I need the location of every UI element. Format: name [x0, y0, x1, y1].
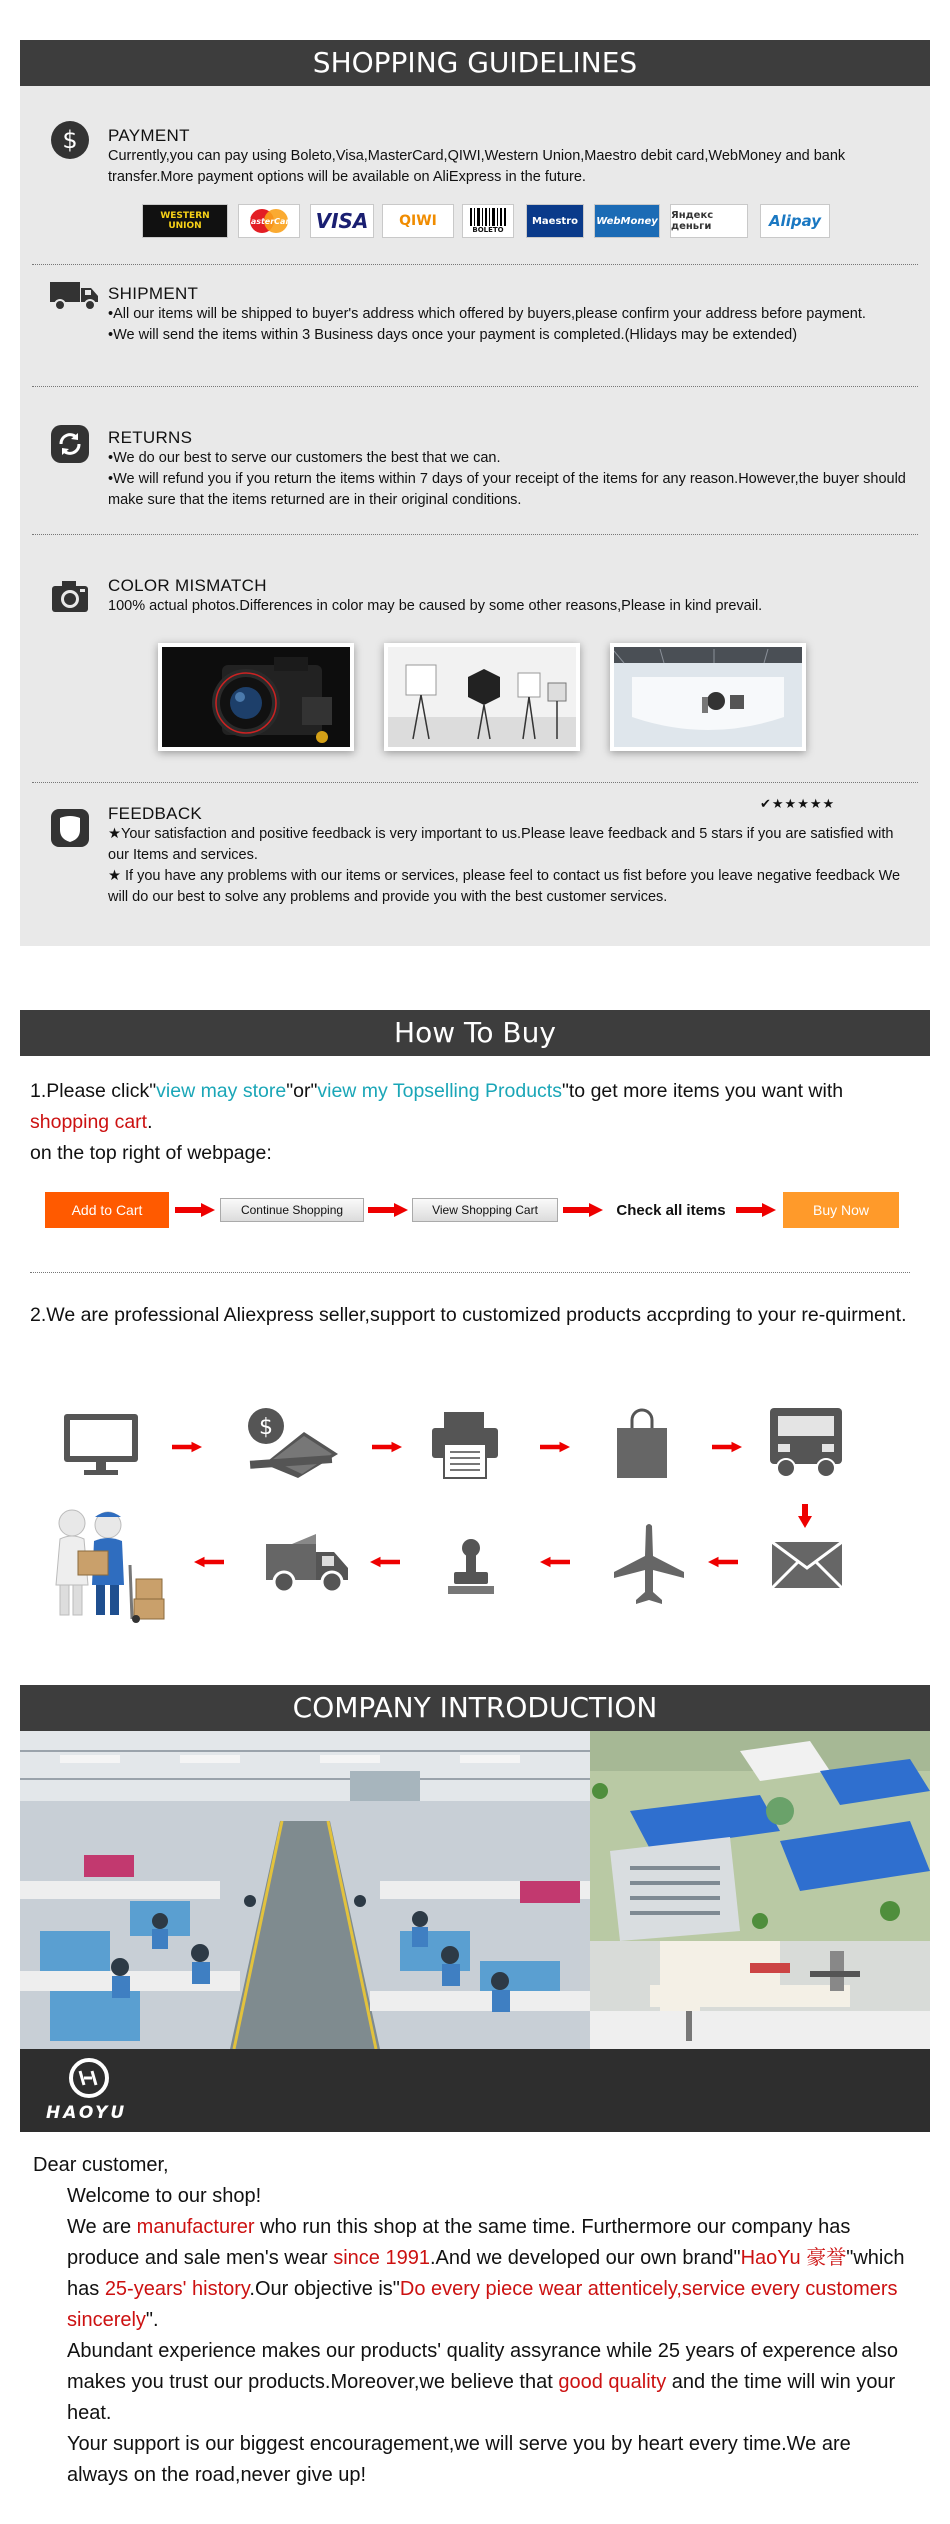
company-introduction-title: COMPANY INTRODUCTION — [292, 1691, 658, 1724]
shipment-line-1: •All our items will be shipped to buyer's address which offered by buyers,please confirm your address before payment. — [108, 306, 866, 322]
arrow-right-icon — [372, 1440, 402, 1454]
divider — [32, 782, 918, 783]
haoyu-brand-text: HAOYU — [46, 2103, 128, 2123]
shield-icon — [50, 808, 90, 848]
letter-paragraph-1: We are manufacturer who run this shop at the same time. Furthermore our company has produce and sale men's wear since 1991.And we developed our own brand"HaoYu 豪誉"which has 25-years' history.Our objective is"Do every piece wear attenticely,service every customers sincerely". — [67, 2216, 905, 2331]
shopping-guidelines-banner — [20, 40, 930, 86]
camera-photo — [158, 643, 354, 751]
envelope-icon — [770, 1540, 844, 1590]
view-topselling-link[interactable]: view my Topselling Products — [317, 1080, 562, 1102]
check-all-items-label: Check all items — [616, 1201, 726, 1219]
five-stars-rating: ✔★★★★★ — [760, 796, 836, 811]
refresh-icon — [50, 424, 90, 464]
letter-greeting: Dear customer, — [33, 2154, 169, 2176]
shopping-guidelines-panel — [20, 86, 930, 946]
factory-floor-photo — [20, 1731, 590, 2049]
arrow-left-icon — [194, 1555, 224, 1569]
alipay-logo: Alipay — [760, 204, 830, 238]
camera-icon — [50, 576, 90, 616]
delivery-van-icon — [262, 1532, 352, 1596]
sewing-machine-photo — [590, 1941, 930, 2049]
arrow-left-icon — [370, 1555, 400, 1569]
payment-text: Currently,you can pay using Boleto,Visa,MasterCard,QIWI,Western Union,Maestro debit card,WebMoney and bank transfer.More payment options will be available on AliExpress in the future. — [108, 148, 846, 185]
svg-text:$: $ — [62, 126, 78, 154]
svg-text:$: $ — [259, 1415, 273, 1440]
arrow-right-icon — [540, 1440, 570, 1454]
truck-icon — [48, 278, 100, 312]
shipment-line-2: •We will send the items within 3 Business days once your payment is completed.(Hlidays may be extended) — [108, 327, 798, 343]
qiwi-logo: QIWI — [382, 204, 454, 238]
letter-paragraph-2: Abundant experience makes our products' quality assyrance while 25 years of experence also makes you trust our products.Moreover,we believe that good quality and the time will win your heat. — [67, 2340, 898, 2424]
payment-title: PAYMENT — [108, 126, 190, 145]
letter-paragraph-3: Your support is our biggest encouragement,we will serve you by heart every time.We are always on the road,never give up! — [67, 2433, 851, 2486]
divider — [32, 264, 918, 265]
returns-line-2: •We will refund you if you return the items within 7 days of your receipt of the items for any reason.However,the buyer should make sure that the items returned are in their original conditions. — [108, 471, 906, 508]
company-photos — [20, 1731, 930, 2049]
buy-now-button[interactable]: Buy Now — [783, 1192, 899, 1228]
view-shopping-cart-button[interactable]: View Shopping Cart — [412, 1198, 558, 1222]
haoyu-logo-icon — [68, 2057, 110, 2099]
delivery-truck-icon — [768, 1406, 844, 1480]
yandex-money-logo: Яндекс деньги — [670, 204, 748, 238]
color-mismatch-text: 100% actual photos.Differences in color may be caused by some other reasons,Please in kind prevail. — [108, 598, 763, 614]
studio-photo — [384, 643, 580, 751]
shipment-title: SHIPMENT — [108, 284, 199, 303]
divider — [32, 386, 918, 387]
arrow-right-icon — [368, 1203, 408, 1217]
returns-title: RETURNS — [108, 428, 193, 447]
step-2-text: 2.We are professional Aliexpress seller,support to customized products accprding to your re-quirment. — [30, 1304, 907, 1326]
arrow-down-icon — [798, 1504, 812, 1528]
arrow-right-icon — [172, 1440, 202, 1454]
arrow-right-icon — [712, 1440, 742, 1454]
arrow-left-icon — [540, 1555, 570, 1569]
feedback-title: FEEDBACK — [108, 804, 203, 823]
white-studio-photo — [610, 643, 806, 751]
color-mismatch-title: COLOR MISMATCH — [108, 576, 267, 595]
divider — [32, 534, 918, 535]
maestro-logo: Maestro — [526, 204, 584, 238]
mastercard-logo — [238, 204, 300, 238]
factory-buildings-photo — [590, 1731, 930, 1941]
svg-text:MasterCard: MasterCard — [242, 217, 296, 226]
add-to-cart-button[interactable]: Add to Cart — [45, 1192, 169, 1228]
returns-line-1: •We do our best to serve our customers the best that we can. — [108, 450, 501, 466]
printer-icon — [430, 1410, 500, 1480]
letter-welcome: Welcome to our shop! — [67, 2185, 262, 2207]
view-store-link[interactable]: view may store — [156, 1080, 287, 1102]
arrow-right-icon — [175, 1203, 215, 1217]
webmoney-logo: WebMoney — [594, 204, 660, 238]
monitor-icon — [62, 1412, 140, 1478]
arrow-right-icon — [563, 1203, 603, 1217]
how-to-buy-title: How To Buy — [394, 1016, 556, 1049]
shopping-guidelines-title: SHOPPING GUIDELINES — [312, 46, 638, 79]
divider — [30, 1272, 910, 1273]
dollar-icon — [50, 120, 90, 160]
brand-logo-bar — [20, 2049, 930, 2132]
shopping-bag-icon — [614, 1408, 670, 1480]
airplane-icon — [612, 1522, 686, 1610]
continue-shopping-button[interactable]: Continue Shopping — [220, 1198, 364, 1222]
boleto-logo: BOLETO — [462, 204, 514, 238]
feedback-line-2: ★ If you have any problems with our items or services, please feel to contact us fist before you leave negative feedback We will do our best to solve any problems and provide you with the best customer services. — [108, 868, 901, 905]
feedback-line-1: ★Your satisfaction and positive feedback is very important to us.Please leave feedback and 5 stars if you are satisfied with our Items and services. — [108, 826, 894, 863]
letter-to-customer — [33, 2150, 913, 2491]
payment-card-icon — [244, 1404, 340, 1480]
step-1-text: 1.Please click"view may store"or"view my Topselling Products"to get more items you want with shopping cart. on the top right of webpage: — [30, 1080, 844, 1164]
arrow-left-icon — [708, 1555, 738, 1569]
visa-logo: VISA — [310, 204, 374, 238]
western-union-logo: WESTERN UNION — [142, 204, 228, 238]
stamp-icon — [446, 1538, 496, 1598]
delivery-people-icon — [50, 1505, 172, 1623]
how-to-buy-banner — [20, 1010, 930, 1056]
company-introduction-banner — [20, 1685, 930, 1731]
arrow-right-icon — [736, 1203, 776, 1217]
shopping-cart-link[interactable]: shopping cart — [30, 1111, 148, 1133]
